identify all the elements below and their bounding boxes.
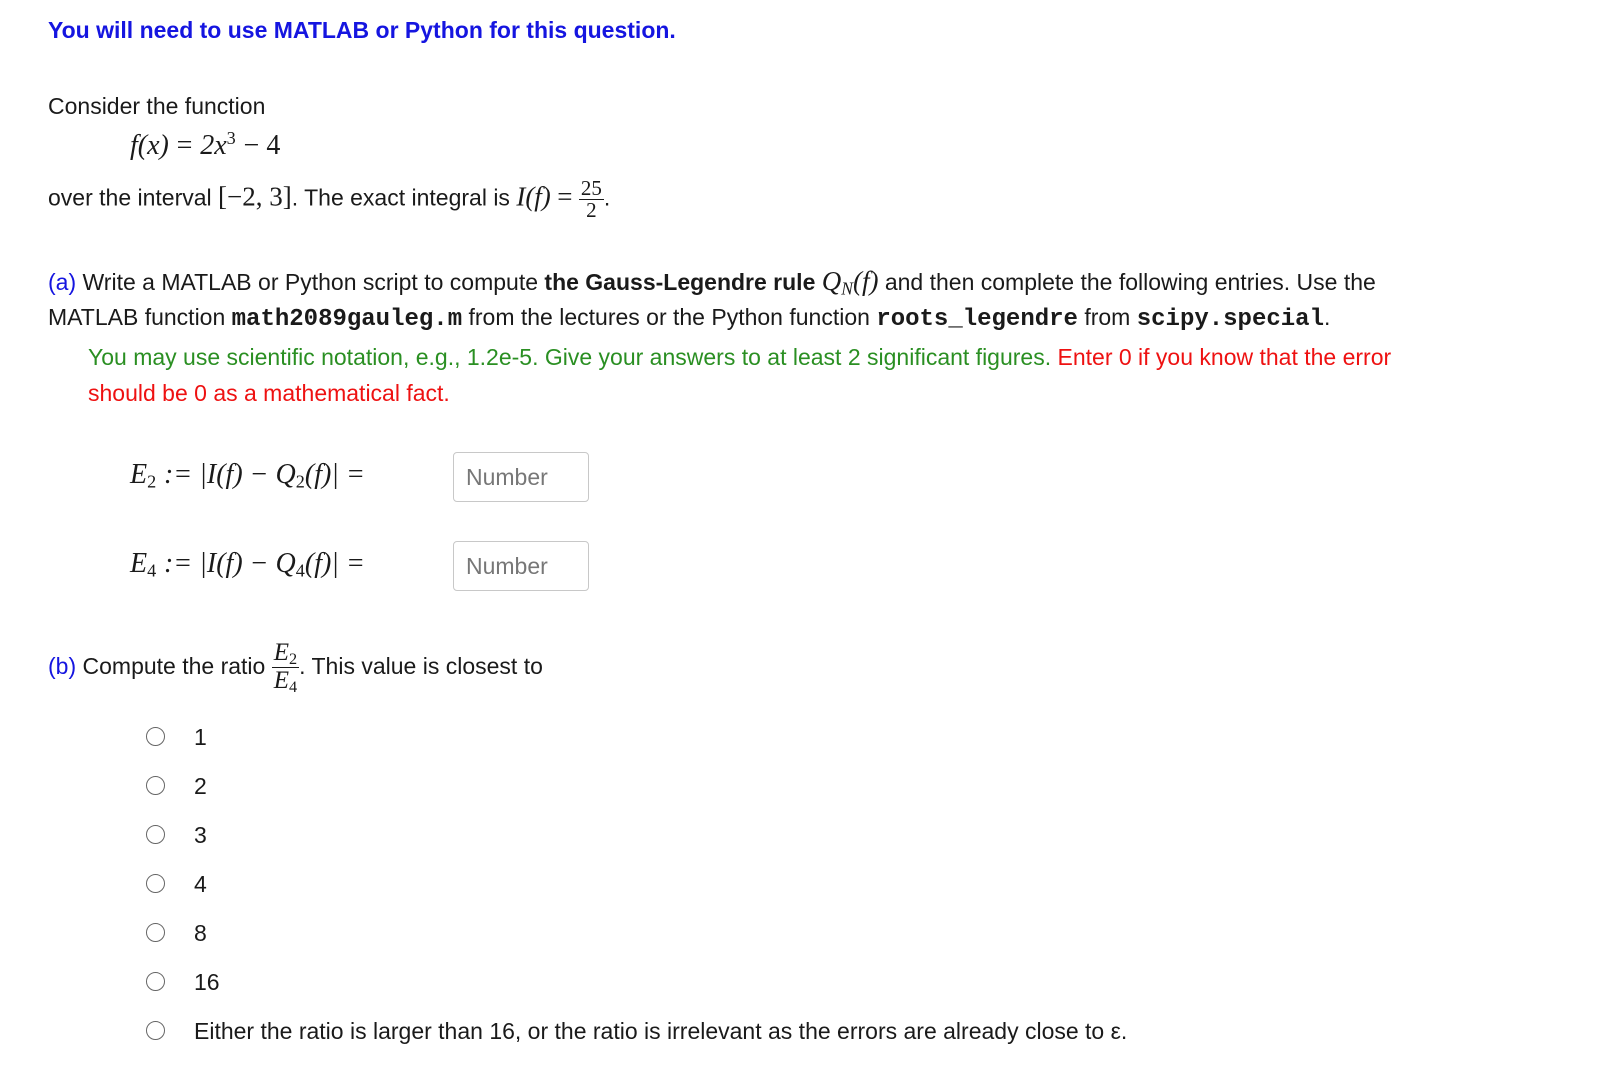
part-a-text2: and then complete the following entries. Use the: [884, 269, 1376, 295]
radio-button[interactable]: [146, 1021, 165, 1040]
option-label: 16: [194, 969, 220, 995]
exact-eq: =: [557, 181, 573, 212]
part-a-text1: Write a MATLAB or Python script to compute: [82, 269, 539, 295]
part-a-text4: from the lectures or the Python function: [468, 304, 870, 330]
exact-end: .: [603, 184, 611, 211]
option-label: 1: [194, 724, 207, 750]
code-math2089gauleg: math2089gauleg.m: [231, 306, 463, 333]
func-rhs-exp: 3: [226, 128, 236, 148]
q-symbol: $Q_N(f)$: [821, 266, 879, 299]
option-label: 8: [194, 920, 207, 946]
func-rhs-a: 2x: [200, 130, 227, 161]
interval-pre: over the interval: [48, 184, 212, 211]
function-definition: [130, 128, 280, 162]
option-label: 4: [194, 871, 207, 897]
radio-button[interactable]: [146, 923, 165, 942]
part-b-text1: Compute the ratio: [82, 653, 266, 679]
hint-red-1: Enter 0 if you know that the error: [1057, 344, 1392, 370]
part-a-bold: the Gauss-Legendre rule: [544, 269, 816, 295]
option-label: Either the ratio is larger than 16, or the ratio is irrelevant as the errors are already close to ε.: [194, 1018, 1128, 1044]
radio-button[interactable]: [146, 825, 165, 844]
radio-button[interactable]: [146, 727, 165, 746]
part-a-text5: from: [1084, 304, 1131, 330]
code-roots-legendre: roots_legendre: [876, 306, 1078, 333]
part-a-line-2: [48, 304, 1330, 333]
e4-equation: $E_4$ := $|I(f) - Q_4(f)|$ =: [130, 548, 365, 581]
func-eq: =: [176, 130, 193, 161]
hint-line-1: [88, 344, 1391, 371]
hint-green: You may use scientific notation, e.g., 1.2e-5. Give your answers to at least 2 significant figures.: [88, 344, 1052, 370]
func-rhs-b: − 4: [243, 130, 281, 161]
part-a-text6: .: [1323, 304, 1331, 330]
part-a-label: (a): [48, 269, 77, 295]
option-label: 2: [194, 773, 207, 799]
interval-line: [48, 178, 610, 222]
func-lhs: f(x): [130, 130, 169, 161]
e2-equation: $E_2$ := $|I(f) - Q_2(f)|$ =: [130, 459, 365, 492]
exact-num: 25: [580, 176, 602, 200]
part-a-line-1: [48, 266, 1376, 299]
part-b-line: [48, 636, 543, 702]
part-b-text2: . This value is closest to: [299, 653, 543, 679]
code-scipy-special: scipy.special: [1136, 306, 1324, 333]
hint-red-2: should be 0 as a mathematical fact.: [88, 380, 450, 406]
exact-fraction: [579, 178, 604, 221]
e2-number-input[interactable]: [453, 452, 589, 502]
consider-text: Consider the function: [48, 93, 266, 119]
part-a-text3: MATLAB function: [48, 304, 226, 330]
matlab-python-notice: You will need to use MATLAB or Python for this question.: [48, 17, 676, 43]
exact-pre: . The exact integral is: [291, 184, 510, 211]
exact-den: 2: [586, 198, 597, 222]
radio-button[interactable]: [146, 972, 165, 991]
option-label: 3: [194, 822, 207, 848]
radio-button[interactable]: [146, 874, 165, 893]
ratio-fraction: $\frac{E_2}{E_4}$: [273, 639, 298, 697]
exact-lhs: I(f): [516, 181, 551, 212]
radio-button[interactable]: [146, 776, 165, 795]
interval-value: [−2, 3]: [218, 181, 292, 212]
e4-number-input[interactable]: [453, 541, 589, 591]
part-b-label: (b): [48, 653, 77, 679]
